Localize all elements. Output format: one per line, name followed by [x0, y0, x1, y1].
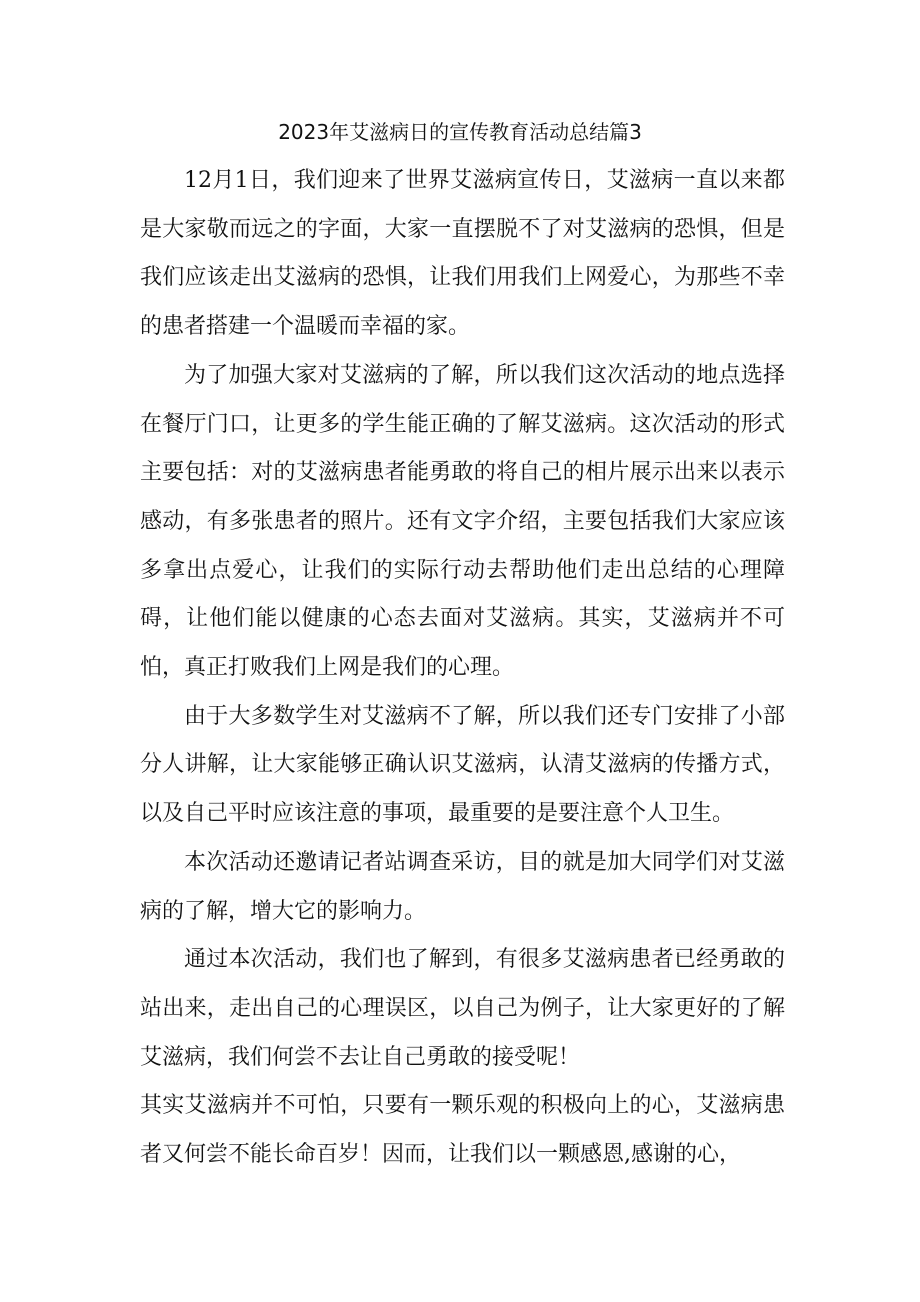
paragraph-2: 为了加强大家对艾滋病的了解，所以我们这次活动的地点选择在餐厅门口，让更多的学生能正确的了解艾滋病。这次活动的形式主要包括：对的艾滋病患者能勇敢的将自己的相片展示出来以表示感动，有多张患者的照片。还有文字介绍，主要包括我们大家应该多拿出点爱心，让我们的实际行动去帮助他们走出总结的心理障碍，让他们能以健康的心态去面对艾滋病。其实，艾滋病并不可怕，真正打败我们上网是我们的心理。 [140, 362, 785, 681]
paragraph-3: 由于大多数学生对艾滋病不了解，所以我们还专门安排了小部分人讲解，让大家能够正确认识艾滋病，认清艾滋病的传播方式，以及自己平时应该注意的事项，最重要的是要注意个人卫生。 [140, 703, 785, 827]
paragraph-1: 12月1日，我们迎来了世界艾滋病宣传日，艾滋病一直以来都是大家敬而远之的字面，大家一直摆脱不了对艾滋病的恐惧，但是我们应该走出艾滋病的恐惧，让我们用我们上网爱心，为那些不幸的患者搭建一个温暖而幸福的家。 [140, 168, 785, 340]
paragraph-5: 通过本次活动，我们也了解到，有很多艾滋病患者已经勇敢的站出来，走出自己的心理误区，以自己为例子，让大家更好的了解艾滋病，我们何尝不去让自己勇敢的接受呢！ [140, 947, 785, 1070]
document-body [140, 157, 785, 1180]
paragraph-4: 本次活动还邀请记者站调查采访，目的就是加大同学们对艾滋病的了解，增大它的影响力。 [140, 849, 785, 924]
document-title: 2023年艾滋病日的宣传教育活动总结篇3 [278, 120, 642, 144]
paragraph-6: 其实艾滋病并不可怕，只要有一颗乐观的积极向上的心，艾滋病患者又何尝不能长命百岁！因而，让我们以一颗感恩,感谢的心， [140, 1093, 785, 1168]
